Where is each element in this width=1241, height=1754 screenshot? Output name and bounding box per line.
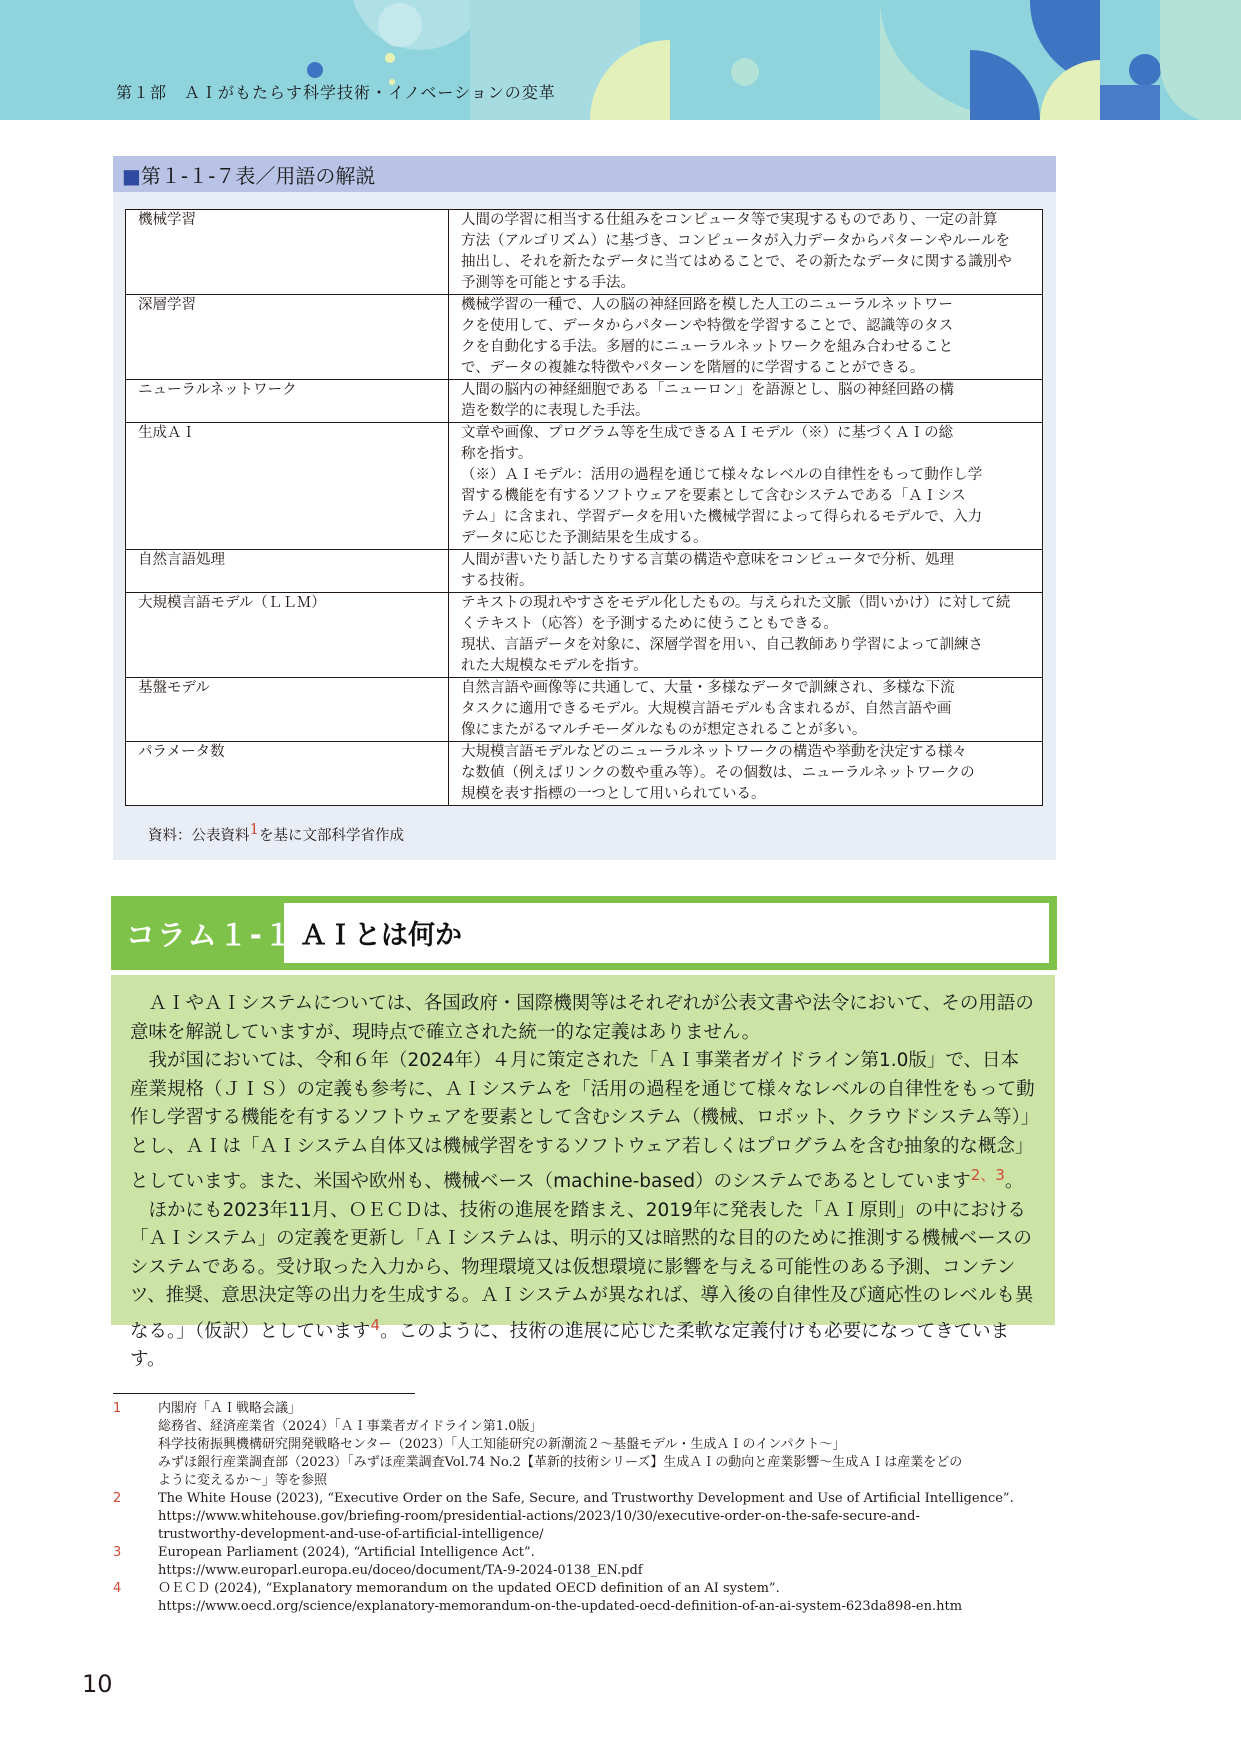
definition-line: 文章や画像、プログラム等を生成できるＡＩモデル（※）に基づくＡＩの総 bbox=[461, 425, 954, 441]
definition-line: れた大規模なモデルを指す。 bbox=[461, 658, 648, 674]
paragraph-end: 。 bbox=[1004, 1171, 1024, 1193]
source-suffix: を基に文部科学省作成 bbox=[259, 827, 405, 844]
table-row bbox=[126, 295, 1043, 380]
definition-line: で、データの複雑な特徴やパターンを階層的に学習することができる。 bbox=[461, 360, 925, 376]
page-number: 10 bbox=[82, 1670, 113, 1698]
definition-cell bbox=[449, 210, 1043, 295]
footnote-item bbox=[113, 1580, 1063, 1616]
footnote-line: ＯＥＣＤ (2024), “Explanatory memorandum on the updated OECD definition of an AI system”. bbox=[158, 1581, 780, 1596]
definition-cell bbox=[449, 593, 1043, 678]
definition-line: くテキスト（応答）を予測するために使うこともできる。 bbox=[461, 616, 838, 632]
column-text bbox=[130, 990, 1036, 1375]
footnote-link[interactable]: https://www.whitehouse.gov/briefing-room/presidential-actions/2023/10/30/executive-order-on-the-safe-secure-and- bbox=[158, 1509, 920, 1524]
table-source-note bbox=[148, 820, 404, 845]
column-paragraph: ＡＩやＡＩシステムについては、各国政府・国際機関等はそれぞれが公表文書や法令において、その用語の意味を解説していますが、現時点で確立された統一的な定義はありません。 bbox=[130, 993, 1034, 1043]
definition-line: 人間の学習に相当する仕組みをコンピュータ等で実現するものであり、一定の計算 bbox=[461, 212, 998, 228]
term-cell: 機械学習 bbox=[126, 210, 449, 295]
page-header bbox=[0, 0, 1241, 120]
definition-line: 習する機能を有するソフトウェアを要素として含むシステムである「ＡＩシス bbox=[461, 488, 966, 504]
footnote-divider bbox=[113, 1393, 415, 1394]
terms-table bbox=[125, 209, 1043, 806]
definition-cell bbox=[449, 295, 1043, 380]
paragraph-end: 。このように、技術の進展に応じた柔軟な定義付けも必要になってきています。 bbox=[130, 1320, 1010, 1371]
footnote-body bbox=[158, 1490, 1063, 1544]
footnote-link[interactable]: https://www.oecd.org/science/explanatory-memorandum-on-the-updated-oecd-definition-of-an-ai-system-623da898-en.htm bbox=[158, 1599, 963, 1614]
definition-line: テム」に含まれ、学習データを用いた機械学習によって得られるモデルで、入力 bbox=[461, 509, 983, 525]
definition-line: 人間の脳内の神経細胞である「ニューロン」を語源とし、脳の神経回路の構 bbox=[461, 382, 954, 398]
footnote-item bbox=[113, 1400, 1063, 1490]
footnote-ref[interactable]: 4 bbox=[370, 1315, 381, 1334]
footnote-item bbox=[113, 1544, 1063, 1580]
definition-line: 機械学習の一種で、人の脳の神経回路を模した人工のニューラルネットワー bbox=[461, 297, 953, 313]
table-row bbox=[126, 593, 1043, 678]
footnotes bbox=[113, 1400, 1063, 1616]
definition-line: （※）ＡＩモデル：活用の過程を通じて様々なレベルの自律性をもって動作し学 bbox=[461, 467, 983, 483]
term-cell: 生成ＡＩ bbox=[126, 423, 449, 550]
table-row bbox=[126, 742, 1043, 806]
paragraph-text: 我が国においては、令和６年（2024年）４月に策定された「ＡＩ事業者ガイドライン第1.0版」で、日本産業規格（ＪＩＳ）の定義も参考に、ＡＩシステムを「活用の過程を通じて様々なレベルの自律性をもって動作し学習する機能を有するソフトウェアを要素として含むシステム（機械、ロボット、クラウドシステム等）」とし、ＡＩは「ＡＩシステム自体又は機械学習をするソフトウェア若しくはプログラムを含む抽象的な概念」としています。また、米国や欧州も、機械ベース（machine-based）のシステムであるとしています bbox=[130, 1050, 1035, 1193]
footnote-line: The White House (2023), “Executive Order on the Safe, Secure, and Trustworthy Development and Use of Artificial Intelligence”. bbox=[158, 1491, 1014, 1506]
source-footnote-ref[interactable]: 1 bbox=[249, 820, 260, 838]
footnote-number: 4 bbox=[113, 1581, 122, 1596]
table-row bbox=[126, 678, 1043, 742]
term-cell: 基盤モデル bbox=[126, 678, 449, 742]
footnote-line: trustworthy-development-and-use-of-artificial-intelligence/ bbox=[158, 1527, 544, 1542]
table-row bbox=[126, 210, 1043, 295]
table-row bbox=[126, 423, 1043, 550]
definition-line: タスクに適用できるモデル。大規模言語モデルも含まれるが、自然言語や画 bbox=[461, 701, 952, 717]
footnote-line: 内閣府「ＡＩ戦略会議」 bbox=[158, 1401, 302, 1416]
definition-line: クを自動化する手法。多層的にニューラルネットワークを組み合わせること bbox=[461, 339, 954, 355]
table-row bbox=[126, 380, 1043, 423]
footnote-line: ように変えるか～」等を参照 bbox=[158, 1473, 328, 1488]
footnote-item bbox=[113, 1490, 1063, 1544]
definition-cell bbox=[449, 380, 1043, 423]
term-cell: パラメータ数 bbox=[126, 742, 449, 806]
chapter-title: 第１部 ＡＩがもたらす科学技術・イノベーションの変革 bbox=[116, 83, 556, 102]
definition-line: 方法（アルゴリズム）に基づき、コンピュータが入力データからパターンやルールを bbox=[461, 233, 1010, 249]
table-row bbox=[126, 550, 1043, 593]
definition-cell bbox=[449, 742, 1043, 806]
table-title bbox=[122, 160, 375, 189]
column-label: コラム１-１ bbox=[126, 918, 295, 952]
footnote-line: 科学技術振興機構研究開発戦略センター（2023）「人工知能研究の新潮流２～基盤モデル・生成ＡＩのインパクト～」 bbox=[158, 1437, 846, 1452]
footnote-number: 3 bbox=[113, 1545, 122, 1560]
column-title: ＡＩとは何か bbox=[300, 920, 462, 951]
definition-line: 人間が書いたり話したりする言葉の構造や意味をコンピュータで分析、処理 bbox=[461, 552, 954, 568]
footnote-line: みずほ銀行産業調査部（2023）「みずほ産業調査Vol.74 No.2【革新的技術シリーズ】生成ＡＩの動向と産業影響～生成ＡＩは産業をどの bbox=[158, 1455, 963, 1470]
definition-line: 像にまたがるマルチモーダルなものが想定されることが多い。 bbox=[461, 722, 867, 738]
footnote-number: 2 bbox=[113, 1491, 122, 1506]
term-cell: 自然言語処理 bbox=[126, 550, 449, 593]
footnote-ref[interactable]: 2、3 bbox=[970, 1166, 1005, 1184]
definition-cell bbox=[449, 678, 1043, 742]
footnote-line: European Parliament (2024), “Artificial Intelligence Act”. bbox=[158, 1545, 535, 1560]
footnote-number: 1 bbox=[113, 1401, 122, 1416]
definition-line: 大規模言語モデルなどのニューラルネットワークの構造や挙動を決定する様々 bbox=[461, 744, 967, 760]
definition-cell bbox=[449, 550, 1043, 593]
term-cell: 大規模言語モデル（ＬＬＭ） bbox=[126, 593, 449, 678]
term-cell: ニューラルネットワーク bbox=[126, 380, 449, 423]
footnote-line: 総務省、経済産業省（2024）「ＡＩ事業者ガイドライン第1.0版」 bbox=[158, 1419, 543, 1434]
definition-line: 現状、言語データを対象に、深層学習を用い、自己教師あり学習によって訓練さ bbox=[461, 637, 983, 653]
column-paragraph bbox=[130, 1197, 1036, 1375]
definition-cell bbox=[449, 423, 1043, 550]
definition-line: 抽出し、それを新たなデータに当てはめることで、その新たなデータに関する識別や bbox=[461, 254, 1012, 270]
definition-line: テキストの現れやすさをモデル化したもの。与えられた文脈（問いかけ）に対して続 bbox=[461, 595, 1011, 611]
paragraph-text: ほかにも2023年11月、ＯＥＣＤは、技術の進展を踏まえ、2019年に発表した「ＡＩ原則」の中における「ＡＩシステム」の定義を更新し「ＡＩシステムは、明示的又は暗黙的な目的のために推測する機械ベースのシステムである。受け取った入力から、物理環境又は仮想環境に影響を与える可能性のある予測、コンテンツ、推奨、意思決定等の出力を生成する。ＡＩシステムが異なれば、導入後の自律性及び適応性のレベルも異なる。」（仮訳）としています bbox=[130, 1199, 1034, 1342]
definition-line: 予測等を可能とする手法。 bbox=[461, 275, 635, 291]
footnote-body bbox=[158, 1580, 1063, 1616]
definition-line: 造を数学的に表現した手法。 bbox=[461, 403, 650, 419]
definition-line: 規模を表す指標の一つとして用いられている。 bbox=[461, 786, 766, 802]
definition-line: 自然言語や画像等に共通して、大量・多様なデータで訓練され、多様な下流 bbox=[461, 680, 955, 696]
footnote-body bbox=[158, 1400, 1063, 1490]
definition-line: する技術。 bbox=[461, 573, 534, 589]
title-square-marker: ■ bbox=[122, 164, 141, 188]
footnote-body bbox=[158, 1544, 1063, 1580]
table-title-text: 第１-１-７表／用語の解説 bbox=[140, 164, 376, 188]
definition-line: 称を指す。 bbox=[461, 446, 533, 462]
footnote-link[interactable]: https://www.europarl.europa.eu/doceo/document/TA-9-2024-0138_EN.pdf bbox=[158, 1563, 643, 1578]
definition-line: な数値（例えばリンクの数や重み等）。その個数は、ニューラルネットワークの bbox=[461, 765, 975, 781]
source-prefix: 資料：公表資料 bbox=[148, 827, 250, 844]
definition-line: クを使用して、データからパターンや特徴を学習することで、認識等のタス bbox=[461, 318, 954, 334]
term-cell: 深層学習 bbox=[126, 295, 449, 380]
definition-line: データに応じた予測結果を生成する。 bbox=[461, 530, 708, 546]
column-paragraph bbox=[130, 1047, 1036, 1197]
